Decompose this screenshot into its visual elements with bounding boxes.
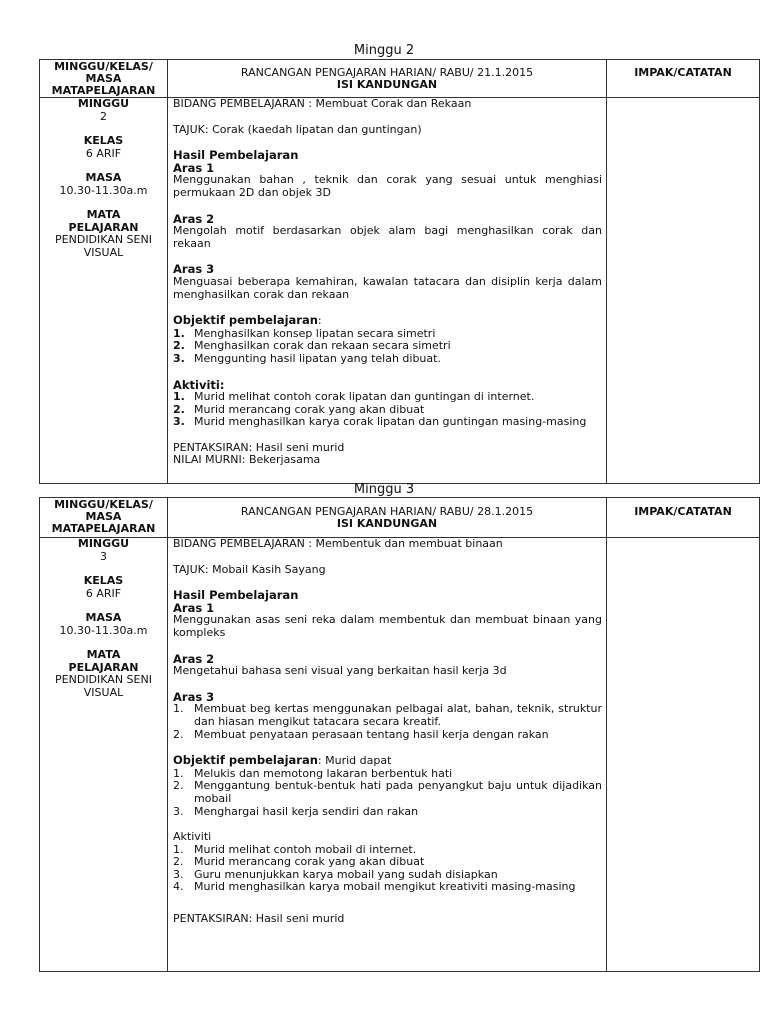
list-item: 2. Murid merancang corak yang akan dibuat	[173, 402, 425, 416]
week2-header-col2: RANCANGAN PENGAJARAN HARIAN/ RABU/ 21.1.2015 ISI KANDUNGAN	[168, 60, 607, 97]
list-item: 3. Guru menunjukkan karya mobail yang sudah disiapkan	[173, 867, 498, 881]
list-item: 1. Murid melihat contoh mobail di internet.	[173, 842, 417, 856]
list-item: 2. Membuat penyataan perasaan tentang hasil kerja dengan rakan	[173, 727, 549, 741]
bidang-line: BIDANG PEMBELAJARAN : Membentuk dan membuat binaan	[173, 537, 503, 550]
week2-body-row	[40, 98, 759, 483]
list-item: 2. Murid merancang corak yang akan dibuat	[173, 855, 425, 869]
week3-aras3-list	[173, 703, 602, 741]
week2-table	[39, 59, 760, 484]
list-item: 1. Menghasilkan konsep lipatan secara simetri	[173, 326, 436, 340]
list-item: 1. Murid melihat contoh corak lipatan dan guntingan di internet.	[173, 390, 535, 404]
week2-aktiviti-list	[173, 391, 602, 429]
list-item: 3. Menggunting hasil lipatan yang telah dibuat.	[173, 351, 441, 365]
week3-side-info: MINGGU 3 KELAS 6 ARIF MASA 10.30-11.30a.m MATA PELAJARAN PENDIDIKAN SENI VISUAL	[40, 538, 168, 971]
list-item: 4. Murid menghasilkan karya mobail mengikut kreativiti masing-masing	[173, 880, 576, 894]
week2-side-info: MINGGU 2 KELAS 6 ARIF MASA 10.30-11.30a.m MATA PELAJARAN PENDIDIKAN SENI VISUAL	[40, 98, 168, 483]
list-item: 2. Menggantung bentuk-bentuk hati pada penyangkut baju untuk dijadikan mobail	[173, 779, 602, 805]
tajuk-line: TAJUK: Corak (kaedah lipatan dan guntingan)	[173, 122, 422, 136]
week3-header-col3: IMPAK/CATATAN	[634, 505, 732, 518]
tajuk-line: TAJUK: Mobail Kasih Sayang	[173, 562, 326, 576]
week2-header-col1: MINGGU/KELAS/ MASA MATAPELAJARAN	[40, 60, 168, 97]
list-item: 3. Murid menghasilkan karya corak lipatan dan guntingan masing-masing	[173, 415, 587, 429]
week2-content: BIDANG PEMBELAJARAN : Membuat Corak dan Rekaan TAJUK: Corak (kaedah lipatan dan guntingan) Hasil Pembelajaran Aras 1 Menggunakan bahan , teknik dan corak yang sesuai untuk menghiasi permukaan 2D dan objek 3D Aras 2 Mengolah motif berdasarkan objek alam bagi menghasilkan corak dan rekaan Aras 3 Menguasai beberapa kemahiran, kawalan tatacara dan disiplin kerja dalam menghasilkan corak dan rekaan Objektif pembelajaran: 1. Menghasilkan konsep lipatan secara simetri 2. Menghasilkan corak dan rekaan secara simetri 3. Menggunting hasil lipatan yang telah dibuat. Aktiviti: 1. Murid melihat contoh corak lipatan dan guntingan di internet. 2. Murid merancang corak yang akan dibuat 3. Murid menghasilkan karya corak lipatan dan guntingan masing-masing PENTAKSIRAN: Hasil seni murid NILAI MURNI: Bekerjasama	[168, 98, 607, 483]
week3-header-col2: RANCANGAN PENGAJARAN HARIAN/ RABU/ 28.1.2015 ISI KANDUNGAN	[168, 498, 607, 537]
week2-impak-cell	[607, 98, 759, 483]
week3-header-row	[40, 498, 759, 538]
list-item: 2. Menghasilkan corak dan rekaan secara simetri	[173, 339, 451, 353]
week3-heading: Minggu 3	[353, 482, 415, 497]
week3-body-row	[40, 538, 759, 971]
list-item: 1. Melukis dan memotong lakaran berbentuk hati	[173, 766, 453, 780]
week3-objektif-list	[173, 768, 602, 818]
week3-table	[39, 497, 760, 972]
week3-header-col1: MINGGU/KELAS/ MASA MATAPELAJARAN	[40, 498, 168, 537]
list-item: 3. Menghargai hasil kerja sendiri dan rakan	[173, 804, 419, 818]
week3-content: BIDANG PEMBELAJARAN : Membentuk dan membuat binaan TAJUK: Mobail Kasih Sayang Hasil Pembelajaran Aras 1 Menggunakan asas seni reka dalam membentuk dan membuat binaan yang kompleks Aras 2 Mengetahui bahasa seni visual yang berkaitan hasil kerja 3d Aras 3 1. Membuat beg kertas menggunakan pelbagai alat, bahan, teknik, struktur dan hiasan mengikut tatacara secara kreatif. 2. Membuat penyataan perasaan tentang hasil kerja dengan rakan Objektif pembelajaran: Murid dapat 1. Melukis dan memotong lakaran berbentuk hati 2. Menggantung bentuk-bentuk hati pada penyangkut baju untuk dijadikan mobail 3. Menghargai hasil kerja sendiri dan rakan Aktiviti 1. Murid melihat contoh mobail di internet. 2. Murid merancang corak yang akan dibuat 3. Guru menunjukkan karya mobail yang sudah disiapkan 4. Murid menghasilkan karya mobail mengikut kreativiti masing-masing PENTAKSIRAN: Hasil seni murid	[168, 538, 607, 971]
week2-objektif-list	[173, 328, 602, 366]
list-item: 1. Membuat beg kertas menggunakan pelbagai alat, bahan, teknik, struktur dan hiasan mengikut tatacara secara kreatif.	[173, 702, 602, 728]
week3-impak-cell	[607, 538, 759, 971]
week2-heading: Minggu 2	[353, 43, 415, 58]
week3-aktiviti-list	[173, 844, 602, 894]
bidang-line: BIDANG PEMBELAJARAN : Membuat Corak dan Rekaan	[173, 97, 472, 110]
week2-header-col3: IMPAK/CATATAN	[634, 66, 732, 79]
week2-header-row	[40, 60, 759, 98]
